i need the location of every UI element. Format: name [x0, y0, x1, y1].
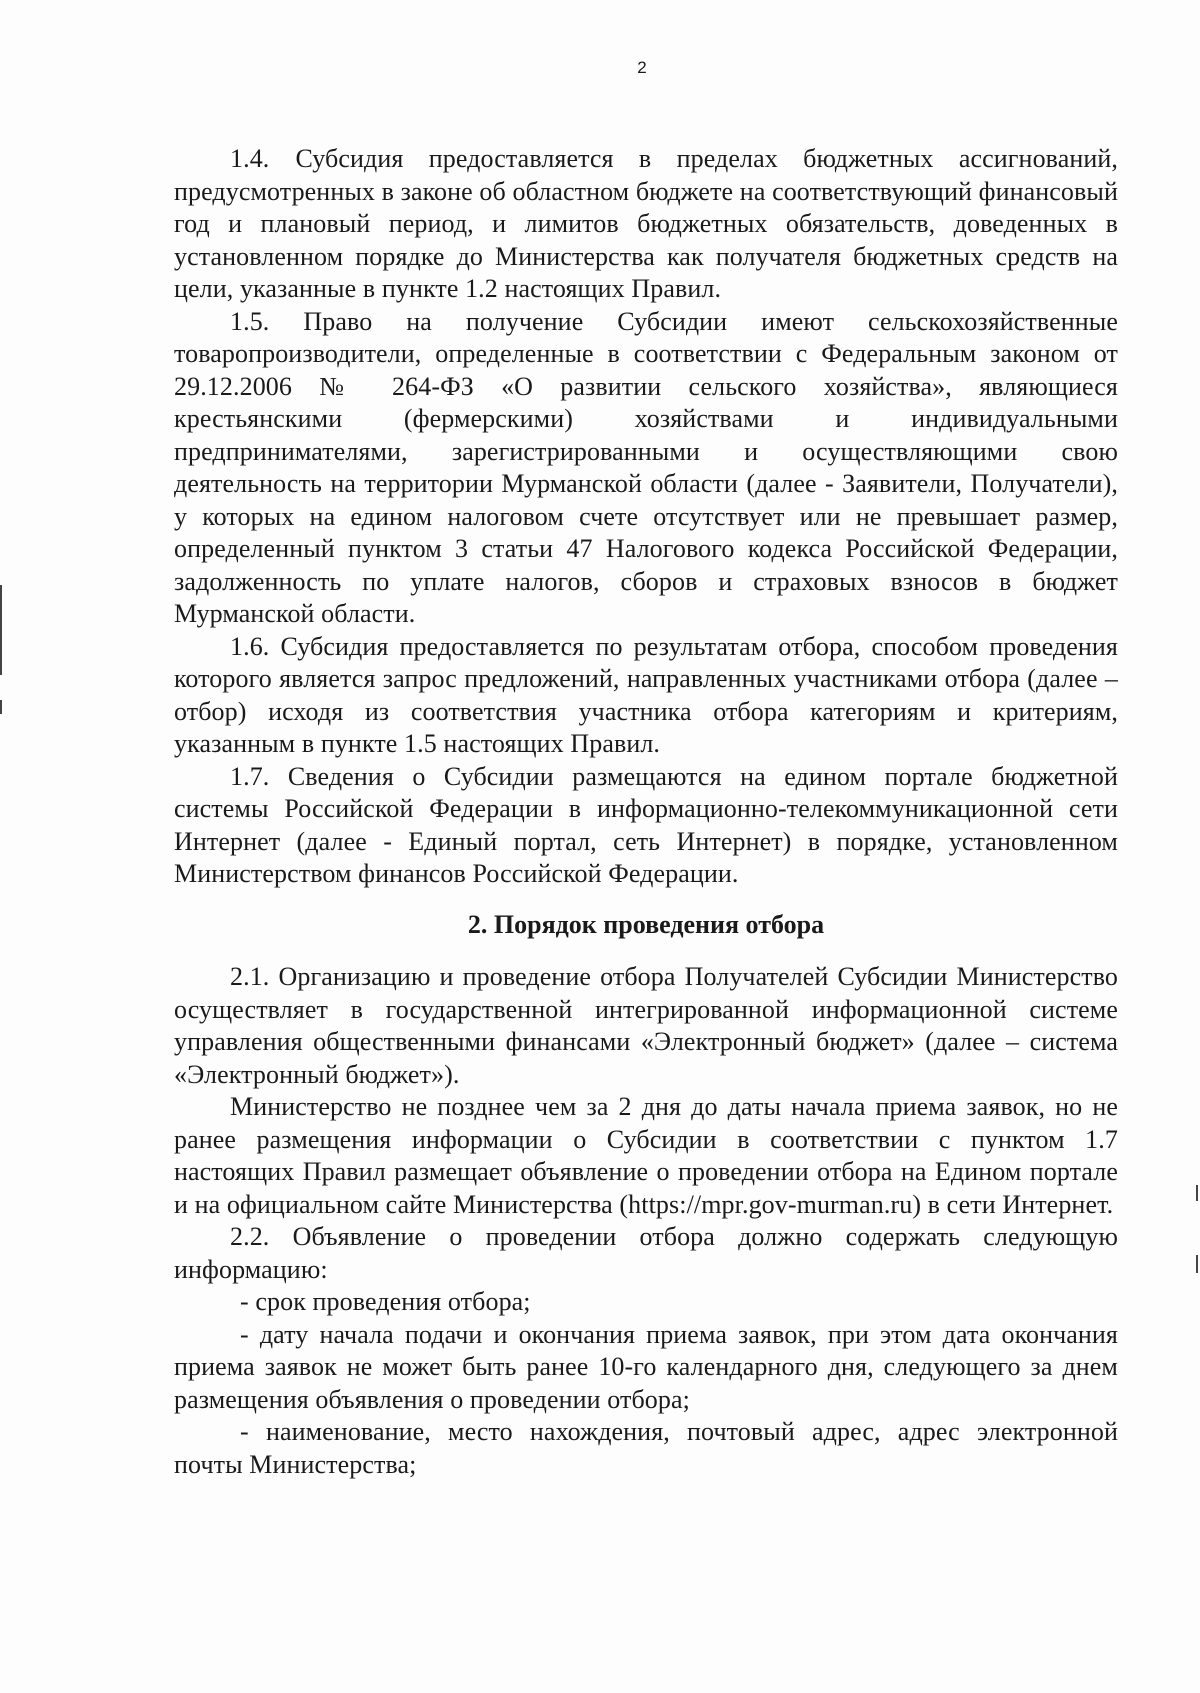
paragraph-2-2: 2.2. Объявление о проведении отбора должно содержать следующую информацию:	[174, 1222, 1118, 1284]
document-body	[174, 143, 1118, 1481]
section-heading: 2. Порядок проведения отбора	[467, 909, 825, 939]
list-item-ministry-details: - наименование, место нахождения, почтовый адрес, адрес электронной почты Министерства;	[174, 1417, 1118, 1479]
paragraph-2-1: 2.1. Организацию и проведение отбора Получателей Субсидии Министерство осуществляет в государственной интегрированной информационной системе управления общественными финансами «Электронный бюджет» (далее – система «Электронный бюджет»).	[174, 962, 1118, 1089]
paragraph-1-6: 1.6. Субсидия предоставляется по результатам отбора, способом проведения которого является запрос предложений, направленных участниками отбора (далее – отбор) исходя из соответствия участника отбора категориям и критериям, указанным в пункте 1.5 настоящих Правил.	[174, 631, 1118, 758]
page-number: 2	[637, 58, 647, 77]
paragraph-1-7: 1.7. Сведения о Субсидии размещаются на едином портале бюджетной системы Российской Федерации в информационно-телекоммуникационной сети Интернет (далее - Единый портал, сеть Интернет) в порядке, установленном Министерством финансов Российской Федерации.	[174, 761, 1118, 888]
scan-edge-mark-left-lower	[0, 700, 2, 714]
list-item-dates: - дату начала подачи и окончания приема заявок, при этом дата окончания приема заявок не может быть ранее 10-го календарного дня, следующего за днем размещения объявления о проведении отбора;	[174, 1319, 1118, 1414]
paragraph-ministry-notice: Министерство не позднее чем за 2 дня до даты начала приема заявок, но не ранее размещения информации о Субсидии в соответствии с пунктом 1.7 настоящих Правил размещает объявление о проведении отбора на Едином портале и на официальном сайте Министерства (https://mpr.gov-murman.ru) в сети Интернет.	[174, 1092, 1118, 1219]
paragraph-1-4: 1.4. Субсидия предоставляется в пределах бюджетных ассигнований, предусмотренных в законе об областном бюджете на соответствующий финансовый год и плановый период, и лимитов бюджетных обязательств, доведенных в установленном порядке до Министерства как получателя бюджетных средств на цели, указанные в пункте 1.2 настоящих Правил.	[174, 144, 1118, 303]
scan-edge-mark-right-lower	[1196, 1255, 1198, 1273]
paragraph-1-5: 1.5. Право на получение Субсидии имеют сельскохозяйственные товаропроизводители, определенные в соответствии с Федеральным законом от 29.12.2006 № 264-ФЗ «О развитии сельского хозяйства», являющиеся крестьянскими (фермерскими) хозяйствами и индивидуальными предпринимателями, зарегистрированными и осуществляющими свою деятельность на территории Мурманской области (далее - Заявители, Получатели), у которых на едином налоговом счете отсутствует или не превышает размер, определенный пунктом 3 статьи 47 Налогового кодекса Российской Федерации, задолженность по уплате налогов, сборов и страховых взносов в бюджет Мурманской области.	[174, 306, 1118, 628]
scan-edge-mark-left	[0, 585, 2, 675]
scan-edge-mark-right	[1196, 1185, 1198, 1201]
list-item-period: - срок проведения отбора;	[240, 1287, 531, 1316]
